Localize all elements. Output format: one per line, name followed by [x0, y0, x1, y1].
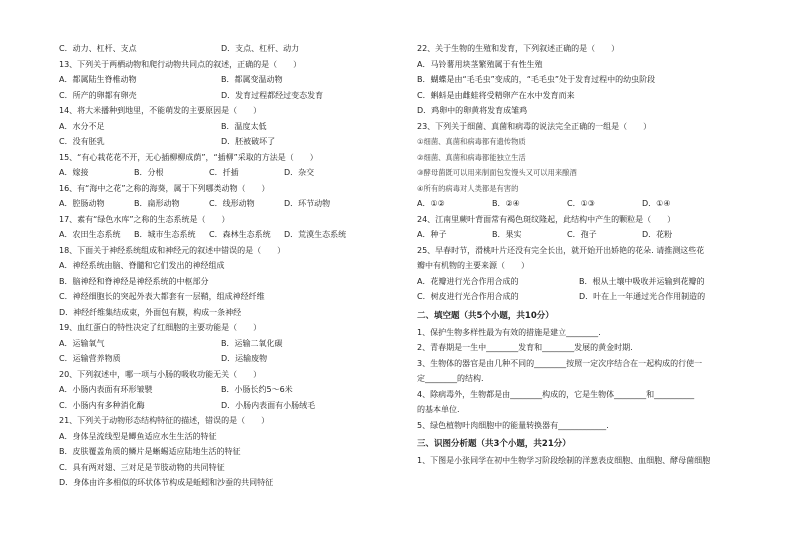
option-b: B．根从土壤中吸收并运输到花瓣的 — [579, 276, 705, 286]
q16-options — [59, 196, 409, 212]
question-14: 14、将大米播种到地里，不能萌发的主要原因是（ ） — [59, 106, 262, 115]
fill-question-3: 3、生物体的器官是由几种不同的________按照一定次序结合在一起构成的行使一 — [417, 358, 703, 368]
option-d: D．发育过程都经过变态发育 — [221, 90, 324, 100]
option-a: A．嫁接 — [59, 168, 89, 177]
option-d: D．叶在上一年通过光合作用制造的 — [579, 292, 706, 301]
question-25-cont: 瓣中有机物的主要来源（ ） — [417, 261, 529, 270]
option-d: D．身体由许多相似的环状体节构成是蚯蚓和沙蚕的共同特征 — [59, 478, 274, 487]
q20-options-ab — [59, 382, 409, 398]
option-a: A．身体呈流线型是鲫鱼适应水生生活的特征 — [59, 431, 217, 441]
option-c: C．蝌蚪是由雌蛙将受精卵产在水中发育而来 — [417, 90, 575, 100]
option-a: A．花瓣进行光合作用合成的 — [417, 276, 519, 286]
option-a: A．水分不足 — [59, 121, 105, 131]
option-d: D．神经纤维集结成束，外面包有膜，构成一条神经 — [59, 307, 242, 317]
question-19: 19、血红蛋白的特性决定了红细胞的主要功能是（ ） — [59, 323, 262, 332]
q19-options-cd — [59, 351, 409, 367]
question-21: 21、下列关于动物形态结构特征的描述，错误的是（ ） — [59, 416, 270, 425]
q19-options-ab — [59, 336, 409, 352]
option-d: D．支点、杠杆、动力 — [221, 44, 300, 53]
option-d: D．荒漠生态系统 — [284, 230, 347, 239]
option-a: A．马铃薯用块茎繁殖属于有性生殖 — [417, 59, 543, 69]
option-b: B．扁形动物 — [134, 199, 180, 208]
section-heading-diagram: 三、识图分析题（共3个小题，共21分） — [417, 439, 571, 449]
option-d: D．小肠内表面有小肠绒毛 — [221, 400, 316, 410]
option-a: A．小肠内表面有环形皱襞 — [59, 385, 153, 394]
q17-options — [59, 227, 409, 243]
option-d: D．花粉 — [642, 230, 673, 239]
fill-question-3-cont: 定________的结构. — [417, 374, 484, 383]
q12-options-cd — [59, 41, 409, 57]
q25-options-cd — [417, 289, 789, 305]
right-column — [417, 41, 789, 469]
option-c: C．神经细胞长的突起外表大都套有一层鞘，组成神经纤维 — [59, 292, 265, 301]
option-b: B．城市生态系统 — [134, 230, 196, 239]
option-c: C．所产的卵都有卵壳 — [59, 90, 137, 100]
option-b: B．②④ — [492, 199, 520, 208]
option-b: B．果实 — [492, 230, 522, 239]
option-c: C．动力、杠杆、支点 — [59, 44, 137, 53]
option-a: A．神经系统由脑、脊髓和它们发出的神经组成 — [59, 261, 225, 270]
q23-options — [417, 196, 789, 212]
fill-question-5: 5、绿色植物叶肉细胞中的能量转换器有____________. — [417, 420, 609, 430]
option-b: B．蝴蝶是由“毛毛虫”变成的，“毛毛虫”处于发育过程中的幼虫阶段 — [417, 75, 656, 84]
option-b: B．都属变温动物 — [221, 75, 283, 84]
question-13: 13、下列关于两栖动物和爬行动物共同点的叙述，正确的是（ ） — [59, 59, 302, 69]
q14-options-cd — [59, 134, 409, 150]
option-a: A．都属陆生脊椎动物 — [59, 75, 137, 84]
q13-options-ab — [59, 72, 409, 88]
option-c: C．孢子 — [567, 230, 597, 239]
question-25: 25、早春时节，滑桃叶片还没有完全长出，就开始开出娇艳的花朵. 请推测这些花 — [417, 245, 705, 255]
q25-options-ab — [417, 274, 789, 290]
fill-question-4: 4、除病毒外，生物都是由________构成的，它是生物体________和__________ — [417, 389, 695, 399]
option-a: A．种子 — [417, 230, 447, 239]
left-column — [59, 41, 409, 491]
q15-options — [59, 165, 409, 181]
q13-options-cd — [59, 88, 409, 104]
statement-1: ①细菌、真菌和病毒都有遗传物质 — [417, 137, 526, 146]
option-b: B．脑神经和脊神经是神经系统的中枢部分 — [59, 276, 209, 286]
question-16: 16、有“海中之花”之称的海葵，属于下列哪类动物（ ） — [59, 183, 270, 193]
option-c: C．运输营养物质 — [59, 354, 121, 363]
fill-question-1: 1、保护生物多样性最为有效的措施是建立________. — [417, 327, 601, 337]
option-c: C．小肠内有多种消化酶 — [59, 400, 145, 410]
statement-3: ③酵母菌既可以用来制面包发馒头又可以用来酿酒 — [417, 168, 577, 177]
option-b: B．分根 — [134, 168, 164, 177]
option-a: A．农田生态系统 — [59, 230, 121, 239]
option-d: D．环节动物 — [284, 199, 331, 208]
question-23: 23、下列关于细菌、真菌和病毒的说法完全正确的一组是（ ） — [417, 121, 652, 131]
option-b: B．运输二氧化碳 — [221, 338, 283, 348]
question-15: 15、“有心栽花花不开，无心插柳柳成荫”，“插柳”采取的方法是（ ） — [59, 152, 318, 162]
option-c: C．森林生态系统 — [209, 230, 271, 239]
diagram-question-1: 1、下图是小张同学在初中生物学习阶段绘制的洋葱表皮细胞、血细胞、酵母菌细胞 — [417, 456, 711, 465]
option-b: B．温度太低 — [221, 121, 267, 131]
option-c: C．线形动物 — [209, 199, 255, 208]
option-a: A．腔肠动物 — [59, 199, 105, 208]
fill-question-2: 2、青春期是一生中________发育和________发展的黄金时期. — [417, 343, 633, 352]
q20-options-cd — [59, 398, 409, 414]
option-c: C．树皮进行光合作用合成的 — [417, 292, 519, 301]
statement-2: ②细菌、真菌和病毒都能独立生活 — [417, 152, 526, 162]
question-18: 18、下面关于神经系统组成和神经元的叙述中错误的是（ ） — [59, 245, 286, 255]
option-c: C．①③ — [567, 199, 595, 208]
q24-options — [417, 227, 789, 243]
option-a: A．运输氧气 — [59, 338, 105, 348]
question-22: 22、关于生物的生殖和发育，下列叙述正确的是（ ） — [417, 44, 620, 53]
q14-options-ab — [59, 119, 409, 135]
option-d: D．鸡卵中的卵黄将发育成雏鸡 — [417, 106, 528, 115]
option-d: D．胚被破坏了 — [221, 137, 276, 146]
fill-question-4-cont: 的基本单位. — [417, 405, 460, 414]
statement-4: ④所有的病毒对人类都是有害的 — [417, 183, 519, 193]
question-17: 17、素有“绿色水库”之称的生态系统是（ ） — [59, 214, 230, 224]
option-d: D．①④ — [642, 199, 671, 208]
question-24: 24、江南里蕨叶背面常有褐色斑纹隆起，此结构中产生的颗粒是（ ） — [417, 214, 676, 224]
option-d: D．运输废物 — [221, 354, 268, 363]
section-heading-fill-in: 二、填空题（共5个小题，共10分） — [417, 310, 554, 321]
question-20: 20、下列叙述中，哪一项与小肠的吸收功能无关（ ） — [59, 369, 262, 379]
option-b: B．皮肤覆盖角质的鳞片是蜥蜴适应陆地生活的特征 — [59, 447, 241, 456]
option-c: C．具有两对翅、三对足是节肢动物的共同特征 — [59, 462, 225, 472]
option-c: C．扦插 — [209, 168, 239, 177]
option-c: C．没有胚乳 — [59, 137, 105, 146]
option-d: D．杂交 — [284, 168, 315, 177]
option-a: A．①② — [417, 199, 445, 208]
option-b: B．小肠长约5～6米 — [221, 385, 293, 394]
